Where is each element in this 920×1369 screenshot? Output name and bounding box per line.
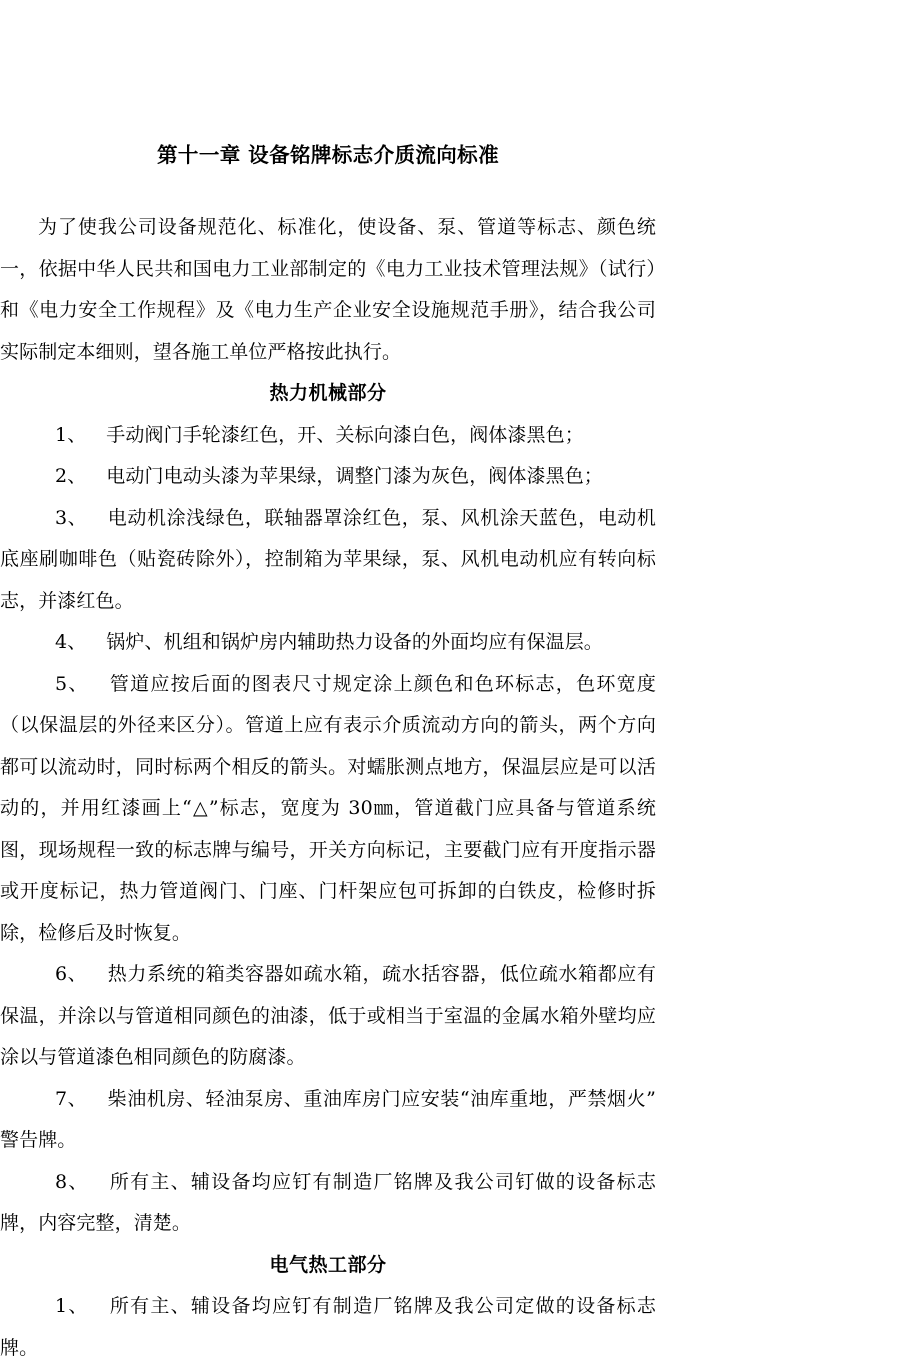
document-body [0,207,656,1369]
list-item-number: 6、 [55,963,88,985]
list-item-text: 所有主、辅设备均应钉有制造厂铭牌及我公司钉做的设备标志牌，内容完整，清楚。 [0,1170,656,1234]
list-item-number: 8、 [55,1170,89,1193]
list-item-number: 5、 [55,672,89,695]
list-item-number: 7、 [55,1087,88,1110]
list-item [0,1162,656,1245]
list-item-text: 电动机涂浅绿色，联轴器罩涂红色，泵、风机涂天蓝色，电动机底座刷咖啡色（贴瓷砖除外），控制箱为苹果绿，泵、风机电动机应有转向标志，并漆红色。 [0,506,656,612]
list-item [0,456,656,498]
list-item-number: 4、 [55,631,87,653]
list-item-text: 热力系统的箱类容器如疏水箱，疏水括容器，低位疏水箱都应有保温，并涂以与管道相同颜色的油漆，低于或相当于室温的金属水箱外壁均应涂以与管道漆色相同颜色的防腐漆。 [0,963,656,1068]
list-item [0,954,656,1079]
list-item [0,1079,656,1162]
list-item-number: 1、 [55,423,87,446]
list-item-number: 2、 [55,465,87,487]
list-item-text: 电动门电动头漆为苹果绿，调整门漆为灰色，阀体漆黑色； [106,465,603,487]
section-heading-electrical-thermal: 电气热工部分 [269,1253,387,1276]
list-item [0,1286,656,1369]
list-item-text: 手动阀门手轮漆红色，开、关标向漆白色，阀体漆黑色； [106,423,584,446]
page-title: 第十一章 设备铭牌标志介质流向标准 [157,143,499,167]
list-item-number: 1、 [55,1295,89,1317]
list-item [0,415,656,457]
list-item-number: 3、 [55,506,88,529]
intro-paragraph: 为了使我公司设备规范化、标准化，使设备、泵、管道等标志、颜色统一，依据中华人民共和国电力工业部制定的《电力工业技术管理法规》（试行）和《电力安全工作规程》及《电力生产企业安全设施规范手册》，结合我公司实际制定本细则，望各施工单位严格按此执行。 [0,216,656,363]
list-item-text: 管道应按后面的图表尺寸规定涂上颜色和色环标志，色环宽度（以保温层的外径来区分）。管道上应有表示介质流动方向的箭头，两个方向都可以流动时，同时标两个相反的箭头。对蠕胀测点地方，保温层应是可以活动的，并用红漆画上“△”标志，宽度为 30㎜，管道截门应具备与管道系统图，现场规程一致的标志牌与编号，开关方向标记，主要截门应有开度指示器或开度标记，热力管道阀门、门座、门杆架应包可拆卸的白铁皮，检修时拆除，检修后及时恢复。 [0,672,656,944]
list-item [0,622,656,664]
list-item [0,664,656,955]
section-heading-thermal-mechanical: 热力机械部分 [269,382,387,404]
list-item-text: 所有主、辅设备均应钉有制造厂铭牌及我公司定做的设备标志牌。 [0,1295,656,1359]
list-item-text: 锅炉、机组和锅炉房内辅助热力设备的外面均应有保温层。 [106,631,603,653]
list-item-text: 柴油机房、轻油泵房、重油库房门应安装“油库重地，严禁烟火”警告牌。 [0,1087,656,1151]
list-item [0,498,656,623]
